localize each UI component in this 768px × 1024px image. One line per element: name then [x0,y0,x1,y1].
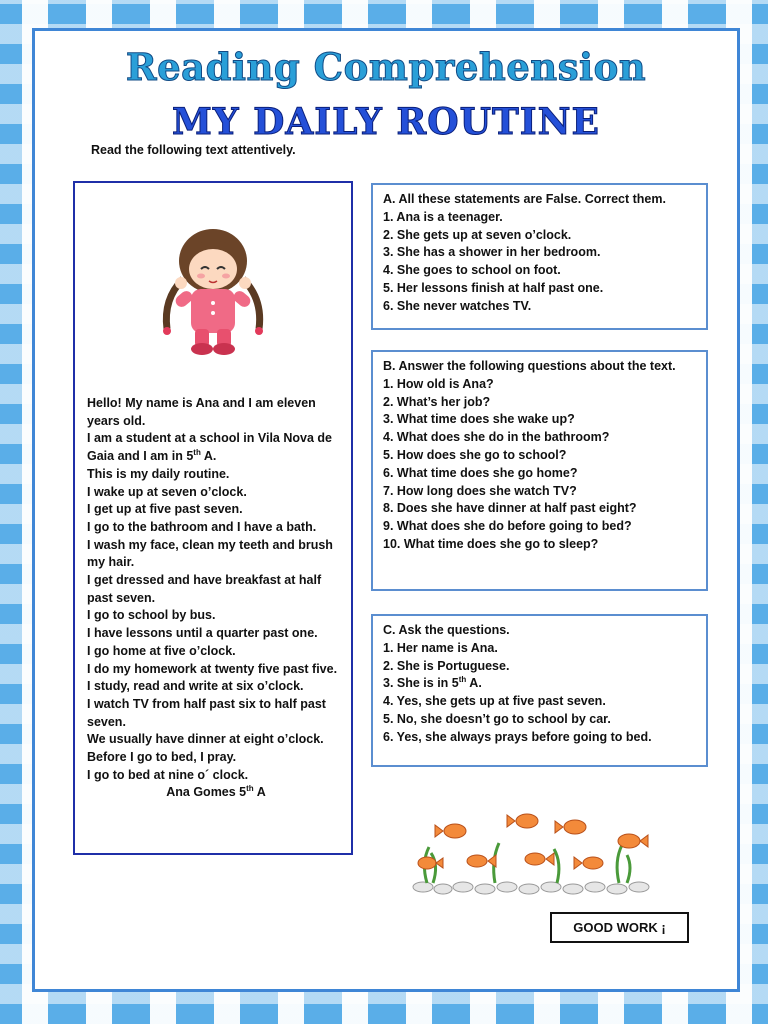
section-a-item: 1. Ana is a teenager. [383,209,503,224]
section-b-item: 2. What’s her job? [383,394,491,409]
section-b-box [371,350,708,591]
section-a-item: 2. She gets up at seven o’clock. [383,227,572,242]
goldfish-illustration [407,801,653,895]
section-b-item: 1. How old is Ana? [383,376,494,391]
worksheet-page [32,28,740,992]
section-c-item: 3. She is in 5th A. [383,675,482,691]
story-line: I am a student at a school in Vila Nova de Gaia and I am in 5th A. [87,431,332,464]
good-work-label: GOOD WORK ¡ [550,912,689,943]
story-line: We usually have dinner at eight o’clock. [87,732,324,747]
section-b-item: 10. What time does she go to sleep? [383,536,599,551]
story-line: I study, read and write at six o’clock. [87,679,304,694]
section-c-item: 6. Yes, she always prays before going to bed. [383,729,652,744]
section-b-item: 6. What time does she go home? [383,465,578,480]
story-text [87,395,345,798]
section-b-item: 3. What time does she wake up? [383,412,575,427]
section-a-item: 3. She has a shower in her bedroom. [383,245,601,260]
story-line: I go to school by bus. [87,608,216,623]
section-a-heading: A. All these statements are False. Correct them. [383,192,666,206]
story-line: I have lessons until a quarter past one. [87,626,318,641]
section-a-item: 4. She goes to school on foot. [383,263,561,278]
story-line: I go home at five o’clock. [87,643,236,658]
section-c-box [371,614,708,767]
story-line: This is my daily routine. [87,466,230,481]
story-line: I wake up at seven o’clock. [87,484,247,499]
section-b-item: 9. What does she do before going to bed? [383,519,632,534]
section-c-item: 5. No, she doesn’t go to school by car. [383,711,611,726]
section-b-item: 4. What does she do in the bathroom? [383,430,610,445]
instruction-text: Read the following text attentively. [91,143,296,157]
section-b-heading: B. Answer the following questions about the text. [383,359,676,373]
section-a-item: 5. Her lessons finish at half past one. [383,280,604,295]
story-line: I do my homework at twenty five past five. [87,661,338,676]
story-line: I watch TV from half past six to half past seven. [87,696,326,729]
story-line: Hello! My name is Ana and I am eleven years old. [87,396,316,428]
page-title: Reading Comprehension [125,45,647,89]
story-line: Before I go to bed, I pray. [87,750,237,765]
story-box [73,181,353,855]
section-a-box [371,183,708,330]
section-c-item: 2. She is Portuguese. [383,658,510,673]
section-b-item: 5. How does she go to school? [383,447,567,462]
section-b-item: 7. How long does she watch TV? [383,483,577,498]
section-c-item: 1. Her name is Ana. [383,640,498,655]
section-c-item: 4. Yes, she gets up at five past seven. [383,694,606,709]
story-signature: Ana Gomes 5th A [166,784,266,799]
section-b-item: 8. Does she have dinner at half past eight? [383,501,637,516]
story-line: I go to the bathroom and I have a bath. [87,519,317,534]
girl-illustration [153,219,273,359]
story-line: I get up at five past seven. [87,502,243,517]
story-line: I go to bed at nine o´ clock. [87,767,249,782]
page-subtitle: MY DAILY ROUTINE [172,101,600,143]
section-a-item: 6. She never watches TV. [383,298,532,313]
story-line: I wash my face, clean my teeth and brush my hair. [87,537,333,570]
section-c-heading: C. Ask the questions. [383,623,510,637]
story-line: I get dressed and have breakfast at half past seven. [87,573,322,605]
